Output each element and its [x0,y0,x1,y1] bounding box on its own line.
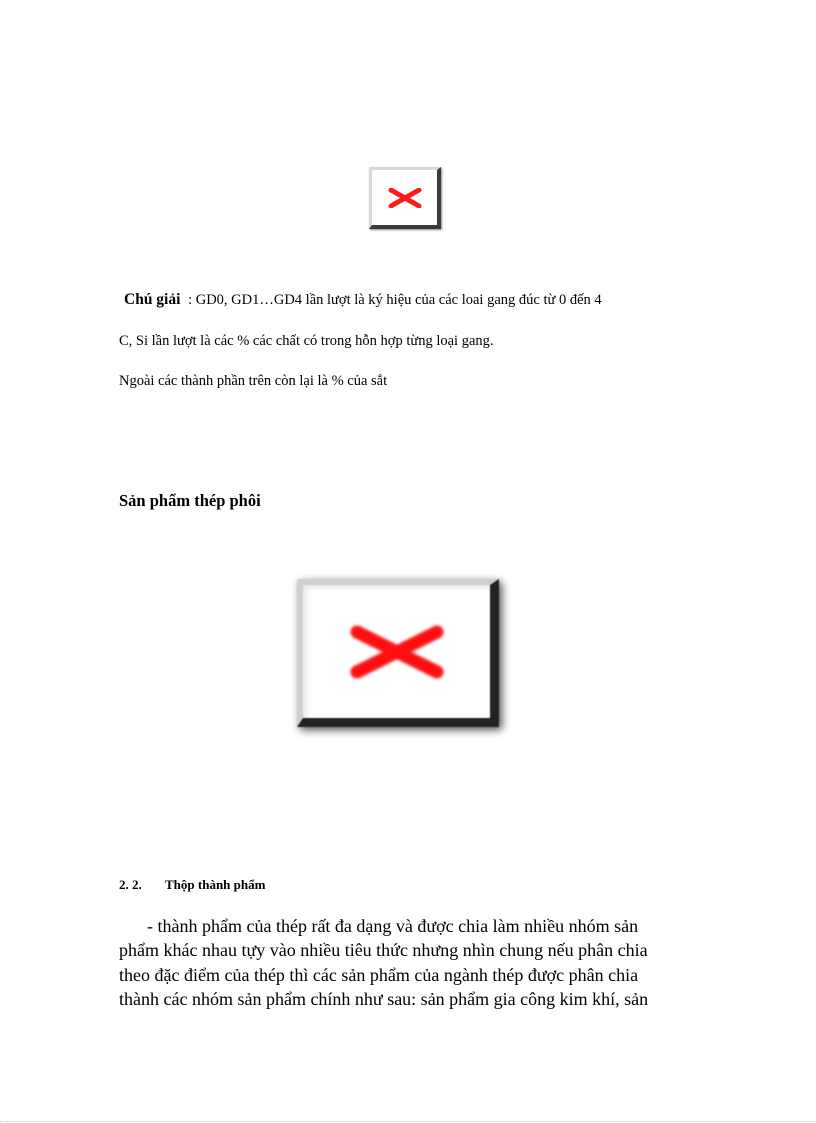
subsection-number: 2. 2. [119,877,142,892]
broken-image-x-icon [388,188,422,208]
paragraph-line: thành các nhóm sản phẩm chính như sau: sản phẩm gia công kim khí, sản [119,988,649,1009]
broken-image-placeholder [369,167,441,229]
legend-line [124,291,602,309]
note-line-2: Ngoài các thành phần trên còn lại là % của sắt [119,373,388,389]
subsection-title [119,877,265,893]
legend-label: Chú giải [124,291,181,308]
body-paragraph [119,914,679,1011]
section-heading: Sản phẩm thép phôi [119,491,261,510]
paragraph-line: theo đặc điểm của thép thì các sản phẩm của ngành thép được phân chia [119,964,639,985]
broken-image-x-icon [349,624,445,680]
legend-text: : GD0, GD1…GD4 lần lượt là ký hiệu của các loai gang đúc từ 0 đến 4 [184,292,602,308]
broken-image-placeholder-large [297,579,499,727]
page-bottom-rule [0,1121,816,1122]
note-line-1: C, Si lần lượt là các % các chất có trong hỗn hợp từng loại gang. [119,333,494,349]
paragraph-line: phẩm khác nhau tựy vào nhiều tiêu thức nhưng nhìn chung nếu phân chia [119,940,648,961]
subsection-label: Thộp thành phẩm [165,877,266,892]
paragraph-line: - thành phẩm của thép rất đa dạng và được chia làm nhiều nhóm sản [147,916,639,936]
